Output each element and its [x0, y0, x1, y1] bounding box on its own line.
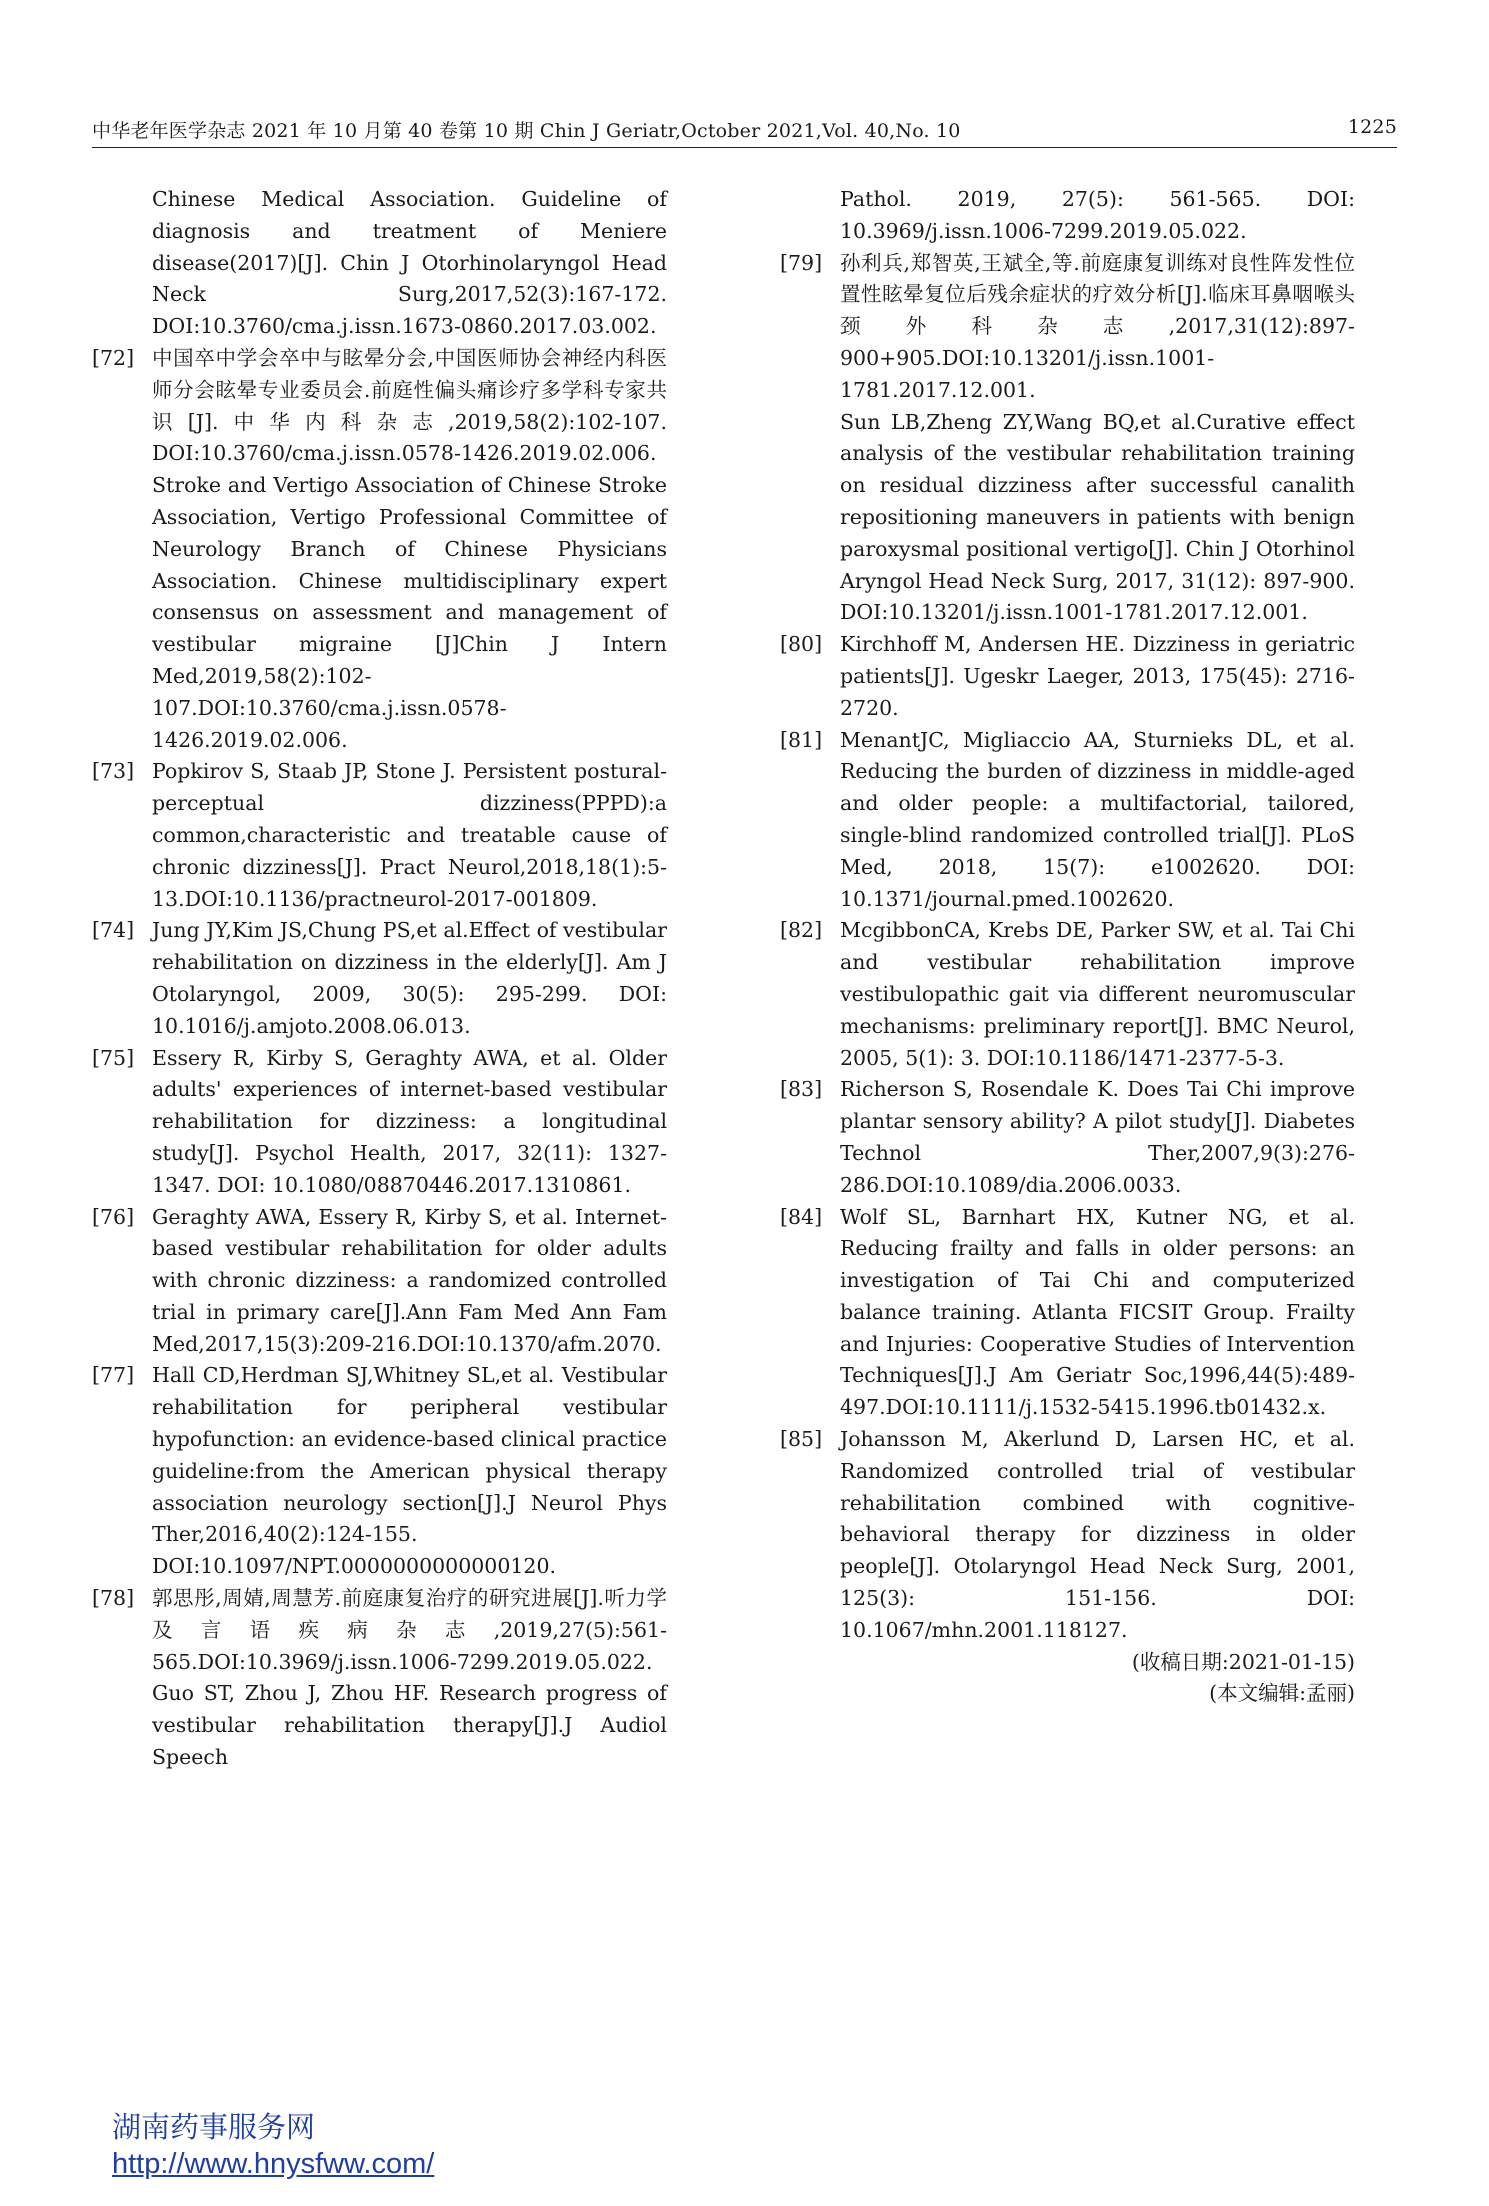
reference-text: Popkirov S, Staab JP, Stone J. Persistent postural-perceptual dizziness(PPPD):a common,characteristic and treatable cause of chronic dizziness[J]. Pract Neurol,2018,18(1):5-13.DOI:10.1136/practneurol-2017-001809.	[152, 759, 667, 911]
reference-text: Essery R, Kirby S, Geraghty AWA, et al. Older adults' experiences of internet-based vestibular rehabilitation for dizziness: a longitudinal study[J]. Psychol Health, 2017, 32(11): 1327-1347. DOI: 10.1080/08870446.2017.1310861.	[152, 1045, 667, 1197]
reference-number: [74]	[92, 918, 135, 943]
editor-credit: (本文编辑:孟丽)	[1209, 1681, 1355, 1706]
reference-item	[92, 184, 667, 343]
reference-text: McgibbonCA, Krebs DE, Parker SW, et al. Tai Chi and vestibular rehabilitation improve vestibulopathic gait via different neuromuscular mechanisms: preliminary report[J]. BMC Neurol, 2005, 5(1): 3. DOI:10.1186/1471-2377-5-3.	[840, 918, 1355, 1070]
reference-text: 孙利兵,郑智英,王斌全,等.前庭康复训练对良性阵发性位置性眩晕复位后残余症状的疗效分析[J].临床耳鼻咽喉头颈外科杂志,2017,31(12):897-900+905.DOI:10.13201/j.issn.1001-1781.2017.12.001.	[840, 250, 1355, 402]
reference-number: [82]	[780, 918, 823, 943]
reference-number: [85]	[780, 1427, 823, 1452]
reference-item	[92, 1583, 667, 1774]
reference-item	[92, 756, 667, 915]
reference-text: Geraghty AWA, Essery R, Kirby S, et al. Internet-based vestibular rehabilitation for older adults with chronic dizziness: a randomized controlled trial in primary care[J].Ann Fam Med Ann Fam Med,2017,15(3):209-216.DOI:10.1370/afm.2070.	[152, 1204, 667, 1356]
reference-item	[780, 725, 1355, 916]
reference-number: [84]	[780, 1204, 823, 1229]
page-number: 1225	[1347, 116, 1397, 138]
reference-text: MenantJC, Migliaccio AA, Sturnieks DL, et al. Reducing the burden of dizziness in middle-aged and older people: a multifactorial, tailored, single-blind randomized controlled trial[J]. PLoS Med, 2018, 15(7): e1002620. DOI: 10.1371/journal.pmed.1002620.	[840, 727, 1355, 911]
left-column	[92, 184, 667, 1774]
watermark-name: 湖南药事服务网	[112, 2110, 316, 2144]
reference-number: [79]	[780, 250, 823, 275]
reference-number: [73]	[92, 759, 135, 784]
reference-translation: Stroke and Vertigo Association of Chinese Stroke Association, Vertigo Professional Committee of Neurology Branch of Chinese Physicians Association. Chinese multidisciplinary expert consensus on assessment and management of vestibular migraine [J]Chin J Intern Med,2019,58(2):102-107.DOI:10.3760/cma.j.issn.0578-1426.2019.02.006.	[152, 473, 667, 752]
reference-item	[92, 1043, 667, 1202]
reference-number: [83]	[780, 1077, 823, 1102]
reference-item	[92, 1202, 667, 1361]
header-rule	[92, 147, 1397, 148]
reference-item	[780, 248, 1355, 630]
reference-item	[92, 915, 667, 1042]
right-column	[780, 184, 1355, 1710]
reference-item	[780, 184, 1355, 248]
reference-translation: Guo ST, Zhou J, Zhou HF. Research progress of vestibular rehabilitation therapy[J].J Audiol Speech	[152, 1681, 667, 1770]
reference-text: Richerson S, Rosendale K. Does Tai Chi improve plantar sensory ability? A pilot study[J]. Diabetes Technol Ther,2007,9(3):276-286.DOI:10.1089/dia.2006.0033.	[840, 1077, 1355, 1197]
reference-item	[92, 1360, 667, 1583]
reference-text: Kirchhoff M, Andersen HE. Dizziness in geriatric patients[J]. Ugeskr Laeger, 2013, 175(45): 2716-2720.	[840, 632, 1355, 720]
reference-text: Johansson M, Akerlund D, Larsen HC, et al. Randomized controlled trial of vestibular rehabilitation combined with cognitive-behavioral therapy for dizziness in older people[J]. Otolaryngol Head Neck Surg, 2001, 125(3): 151-156. DOI: 10.1067/mhn.2001.118127.	[840, 1427, 1355, 1642]
reference-number: [77]	[92, 1363, 135, 1388]
reference-item	[780, 1424, 1355, 1647]
reference-text: Pathol. 2019, 27(5): 561-565. DOI: 10.3969/j.issn.1006-7299.2019.05.022.	[840, 187, 1355, 243]
reference-text: Wolf SL, Barnhart HX, Kutner NG, et al. Reducing frailty and falls in older persons: an investigation of Tai Chi and computerized balance training. Atlanta FICSIT Group. Frailty and Injuries: Cooperative Studies of Intervention Techniques[J].J Am Geriatr Soc,1996,44(5):489-497.DOI:10.1111/j.1532-5415.1996.tb01432.x.	[840, 1204, 1355, 1420]
reference-text: 中国卒中学会卒中与眩晕分会,中国医师协会神经内科医师分会眩晕专业委员会.前庭性偏头痛诊疗多学科专家共识[J].中华内科杂志,2019,58(2):102-107. DOI:10.3760/cma.j.issn.0578-1426.2019.02.006.	[152, 345, 667, 466]
reference-text: Jung JY,Kim JS,Chung PS,et al.Effect of vestibular rehabilitation on dizziness in the elderly[J]. Am J Otolaryngol, 2009, 30(5): 295-299. DOI: 10.1016/j.amjoto.2008.06.013.	[152, 918, 667, 1038]
reference-item	[780, 1202, 1355, 1425]
reference-number: [81]	[780, 727, 823, 752]
reference-text: Hall CD,Herdman SJ,Whitney SL,et al. Vestibular rehabilitation for peripheral vestibular hypofunction: an evidence-based clinical practice guideline:from the American physical therapy association neurology section[J].J Neurol Phys Ther,2016,40(2):124-155. DOI:10.1097/NPT.0000000000000120.	[152, 1363, 667, 1579]
reference-item	[780, 629, 1355, 724]
reference-item	[780, 915, 1355, 1074]
received-date: (收稿日期:2021-01-15)	[1131, 1649, 1355, 1674]
reference-text: 郭思彤,周婧,周慧芳.前庭康复治疗的研究进展[J].听力学及言语疾病杂志,2019,27(5):561-565.DOI:10.3969/j.issn.1006-7299.2019.05.022.	[152, 1586, 667, 1674]
reference-item	[780, 1074, 1355, 1201]
reference-translation: Sun LB,Zheng ZY,Wang BQ,et al.Curative effect analysis of the vestibular rehabilitation training on residual dizziness after successful canalith repositioning maneuvers in patients with benign paroxysmal positional vertigo[J]. Chin J Otorhinol Aryngol Head Neck Surg, 2017, 31(12): 897-900. DOI:10.13201/j.issn.1001-1781.2017.12.001.	[840, 409, 1355, 625]
reference-number: [75]	[92, 1045, 135, 1070]
reference-text: Chinese Medical Association. Guideline of diagnosis and treatment of Meniere disease(2017)[J]. Chin J Otorhinolaryngol Head Neck Surg,2017,52(3):167-172. DOI:10.3760/cma.j.issn.1673-0860.2017.03.002.	[152, 187, 667, 339]
reference-item	[92, 343, 667, 756]
reference-number: [78]	[92, 1586, 135, 1611]
running-header	[92, 108, 1397, 148]
watermark-url[interactable]: http://www.hnysfww.com/	[112, 2148, 435, 2180]
reference-number: [80]	[780, 632, 823, 657]
reference-number: [76]	[92, 1204, 135, 1229]
reference-number: [72]	[92, 345, 135, 370]
watermark	[112, 2108, 434, 2182]
journal-info: 中华老年医学杂志 2021 年 10 月第 40 卷第 10 期 Chin J Geriatr,October 2021,Vol. 40,No. 10	[92, 120, 961, 142]
